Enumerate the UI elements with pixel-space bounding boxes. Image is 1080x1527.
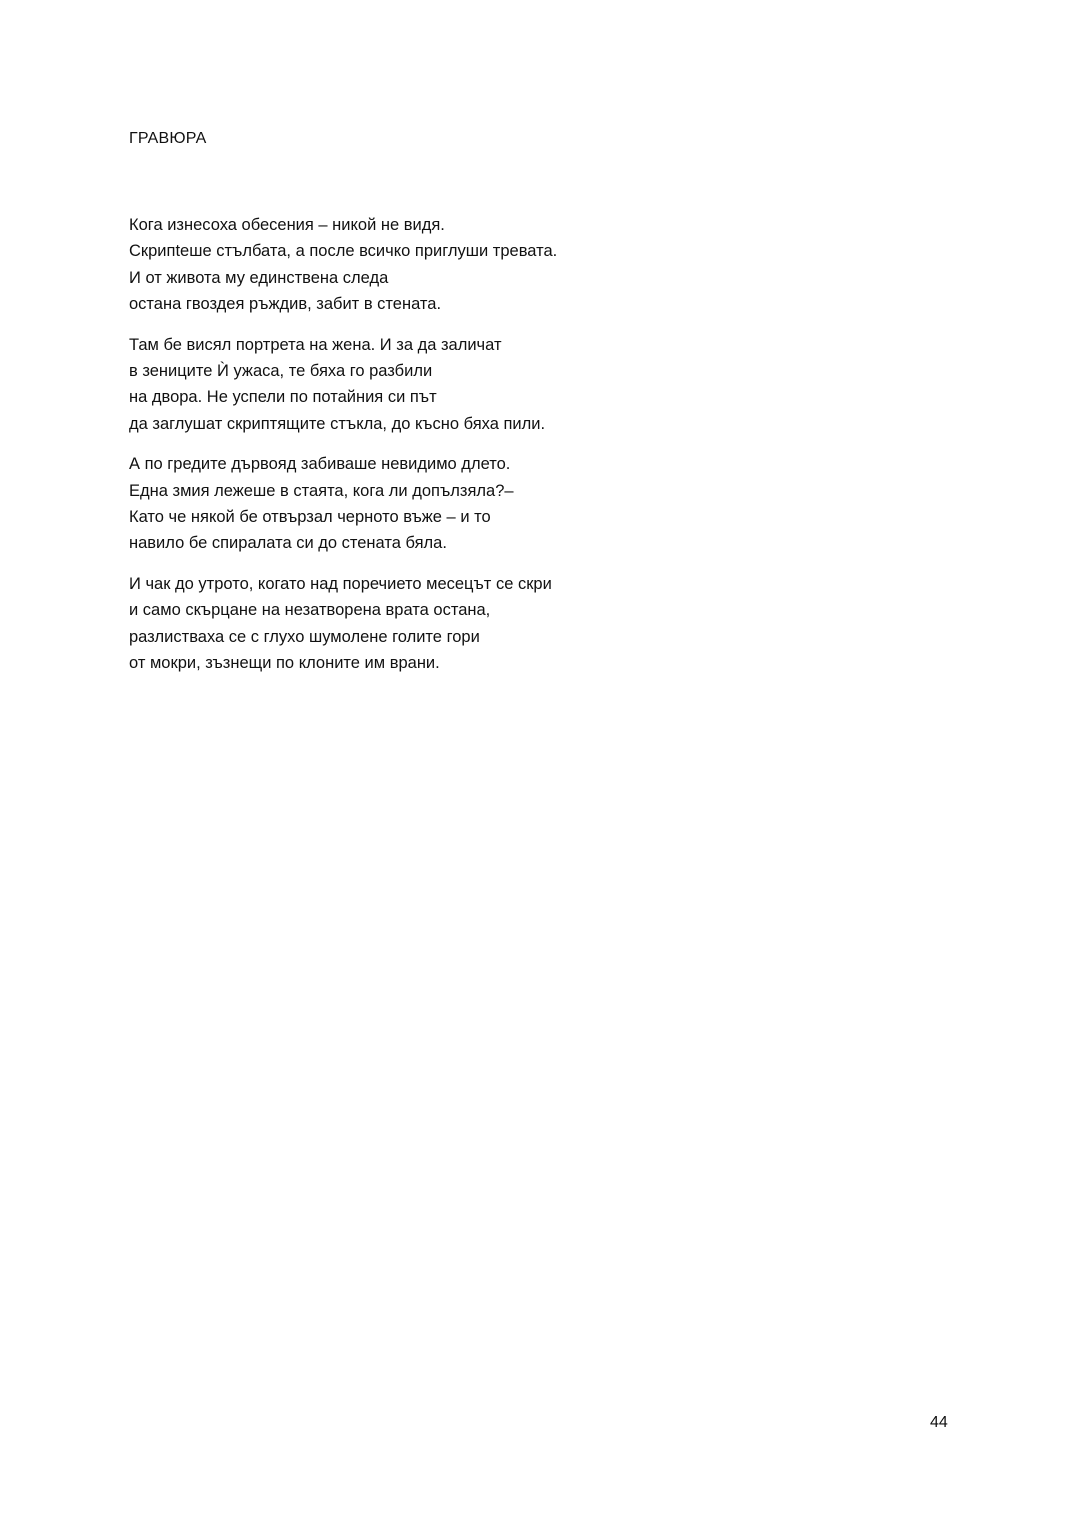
poem-line: И чак до утрото, когато над поречието месецът се скри xyxy=(129,574,552,593)
poem-title: ГРАВЮРА xyxy=(129,130,207,147)
poem-line: да заглушат скриптящите стъкла, до късно бяха пили. xyxy=(129,414,546,433)
poem-line: на двора. Не успели по потайния си път xyxy=(129,388,437,407)
poem-line: разлистваха се с глухо шумолене голите гори xyxy=(129,627,480,646)
poem-line: Една змия лежеше в стаята, кога ли допълзяла?– xyxy=(129,481,514,500)
poem-line: от мокри, зъзнещи по клоните им врани. xyxy=(129,654,440,673)
stanza-1 xyxy=(129,212,829,318)
stanza-2 xyxy=(129,332,829,438)
poem-line: Като че някой бе отвързал черното въже – и то xyxy=(129,508,491,527)
poem-line: в зениците Ѝ ужаса, те бяха го разбили xyxy=(129,362,433,381)
poem-body xyxy=(129,212,829,691)
stanza-3 xyxy=(129,451,829,557)
poem-line: Скрипteше стълбата, а после всичко приглуши тревата. xyxy=(129,242,558,261)
poem-line: И от живота му единствена следа xyxy=(129,268,389,287)
page-number: 44 xyxy=(930,1414,948,1431)
poem-line: навило бе спиралата си до стената бяла. xyxy=(129,534,447,553)
stanza-4 xyxy=(129,571,829,677)
poem-line: А по гредите дървояд забиваше невидимо длето. xyxy=(129,455,511,474)
poem-line: и само скърцане на незатворена врата остана, xyxy=(129,601,491,620)
poem-line: Кога изнесоха обесения – никой не видя. xyxy=(129,216,445,234)
poem-line: Там бе висял портрета на жена. И за да заличат xyxy=(129,335,502,354)
poem-line: остана гвоздея ръждив, забит в стената. xyxy=(129,295,442,314)
